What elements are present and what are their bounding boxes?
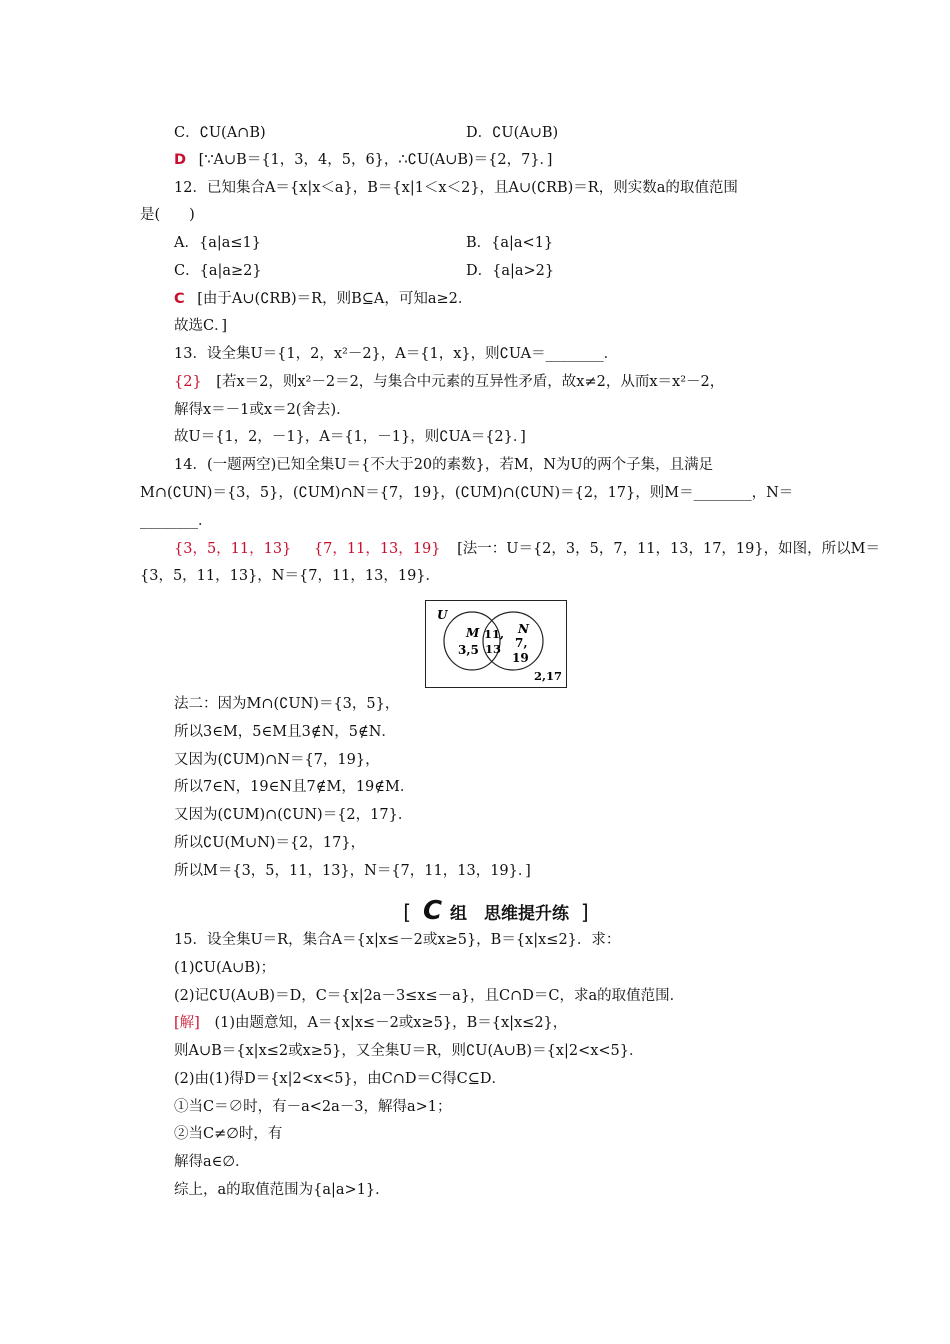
q15-solution-line4: ①当C＝∅时，有－a<2a－3，解得a>1；	[174, 1099, 452, 1115]
venn-both-line2: 13	[485, 642, 502, 656]
q15-stem-line2: (1)∁U(A∪B)；	[174, 960, 276, 976]
banner-c-letter: C	[422, 896, 443, 926]
q12-answer	[174, 289, 472, 309]
q12-stem-line1: 12．已知集合A＝{x|x＜a}，B＝{x|1＜x＜2}，且A∪(∁RB)＝R，则实数a的取值范围	[174, 180, 738, 196]
q14-stem-line1: 14．(一题两空)已知全集U＝{不大于20的素数}，若M，N为U的两个子集，且满足	[174, 457, 714, 473]
venn-label-n: N	[518, 622, 529, 636]
q15-jie-label: [解]	[174, 1015, 200, 1031]
q11-answer-letter: D	[174, 152, 187, 168]
q13-answer-value: {2}	[174, 374, 202, 390]
q15-solution-line6: 解得a∈∅．	[174, 1154, 250, 1170]
q14-solution-line1	[174, 539, 880, 559]
q13-solution-line2: 解得x＝－1或x＝2(舍去)．	[174, 402, 351, 418]
q14-method2-line7: 所以M＝{3，5，11，13}，N＝{7，11，13，19}．]	[174, 863, 531, 879]
q14-stem-line3: ________．	[140, 513, 213, 529]
q11-option-d: D．∁U(A∪B)	[466, 125, 559, 141]
banner-title: 组 思维提升练	[450, 904, 569, 924]
q14-solution-text1: [法一：U＝{2，3，5，7，11，13，17，19}，如图，所以M＝	[457, 541, 880, 557]
q15-stem-line3: (2)记∁U(A∪B)＝D，C＝{x|2a－3≤x≤－a}，且C∩D＝C，求a的取值范围．	[174, 988, 685, 1004]
venn-label-m: M	[466, 626, 480, 640]
q12-option-d: D．{a|a>2}	[466, 263, 555, 279]
q15-solution-line5: ②当C≠∅时，有	[174, 1126, 283, 1142]
q12-answer-text: [由于A∪(∁RB)＝R，则B⊆A，可知a≥2．	[197, 291, 473, 307]
q14-method2-line6: 所以∁U(M∪N)＝{2，17}，	[174, 835, 366, 851]
q12-stem-line2: 是( )	[140, 207, 195, 223]
q15-solution-line7: 综上，a的取值范围为{a|a>1}．	[174, 1182, 390, 1198]
q15-solution-line1	[174, 1013, 567, 1033]
q14-answer-n: {7，11，13，19}	[313, 541, 441, 557]
q14-method2-line3: 又因为(∁UM)∩N＝{7，19}，	[174, 752, 380, 768]
q11-answer	[174, 150, 552, 170]
venn-n-only-line2: 19	[512, 651, 529, 665]
venn-svg	[426, 601, 566, 687]
q14-method2-line5: 又因为(∁UM)∩(∁UN)＝{2，17}．	[174, 807, 413, 823]
q13-solution-text1: [若x＝2，则x²－2＝2，与集合中元素的互异性矛盾，故x≠2，从而x＝x²－2，	[216, 374, 725, 390]
banner-right-bracket: ]	[580, 900, 589, 924]
venn-outside: 2,17	[534, 669, 563, 683]
q12-option-c: C．{a|a≥2}	[174, 263, 262, 279]
q15-stem-line1: 15．设全集U＝R，集合A＝{x|x≤－2或x≥5}，B＝{x|x≤2}．求：	[174, 932, 621, 948]
q14-answer-m: {3，5，11，13}	[174, 541, 292, 557]
section-banner	[396, 896, 596, 926]
q13-solution-line1	[174, 372, 724, 392]
venn-diagram	[425, 600, 567, 688]
q14-solution-line2: {3，5，11，13}，N＝{7，11，13，19}．	[140, 568, 441, 584]
q13-stem: 13．设全集U＝{1，2，x²－2}，A＝{1，x}，则∁UA＝________．	[174, 346, 619, 362]
banner-left-bracket: [	[403, 900, 412, 924]
q12-option-a: A．{a|a≤1}	[174, 235, 261, 251]
venn-m-only: 3,5	[458, 643, 479, 657]
venn-both-line1: 11,	[484, 627, 505, 641]
q15-solution-text1: (1)由题意知，A＝{x|x≤－2或x≥5}，B＝{x|x≤2}，	[214, 1015, 568, 1031]
q11-answer-text: [∵A∪B＝{1，3，4，5，6}，∴∁U(A∪B)＝{2，7}．]	[198, 152, 553, 168]
q15-solution-line2: 则A∪B＝{x|x≤2或x≥5}，又全集U＝R，则∁U(A∪B)＝{x|2<x<5}．	[174, 1043, 644, 1059]
q11-option-c: C．∁U(A∩B)	[174, 125, 266, 141]
q13-solution-line3: 故U＝{1，2，－1}，A＝{1，－1}，则∁UA＝{2}．]	[174, 429, 526, 445]
q14-method2-line4: 所以7∈N，19∈N且7∉M，19∉M．	[174, 779, 415, 795]
q14-method2-line2: 所以3∈M，5∈M且3∉N，5∉N．	[174, 724, 396, 740]
venn-label-u: U	[437, 608, 448, 622]
q15-solution-line3: (2)由(1)得D＝{x|2<x<5}，由C∩D＝C得C⊆D．	[174, 1071, 506, 1087]
q14-stem-line2: M∩(∁UN)＝{3，5}，(∁UM)∩N＝{7，19}，(∁UM)∩(∁UN)＝{2，17}，则M＝________，N＝	[140, 485, 794, 501]
venn-n-only-line1: 7,	[515, 636, 528, 650]
q12-answer-conclusion: 故选C．]	[174, 318, 228, 334]
q12-option-b: B．{a|a<1}	[466, 235, 554, 251]
q14-method2-line1: 法二：因为M∩(∁UN)＝{3，5}，	[174, 696, 400, 712]
q12-answer-letter: C	[174, 291, 185, 307]
